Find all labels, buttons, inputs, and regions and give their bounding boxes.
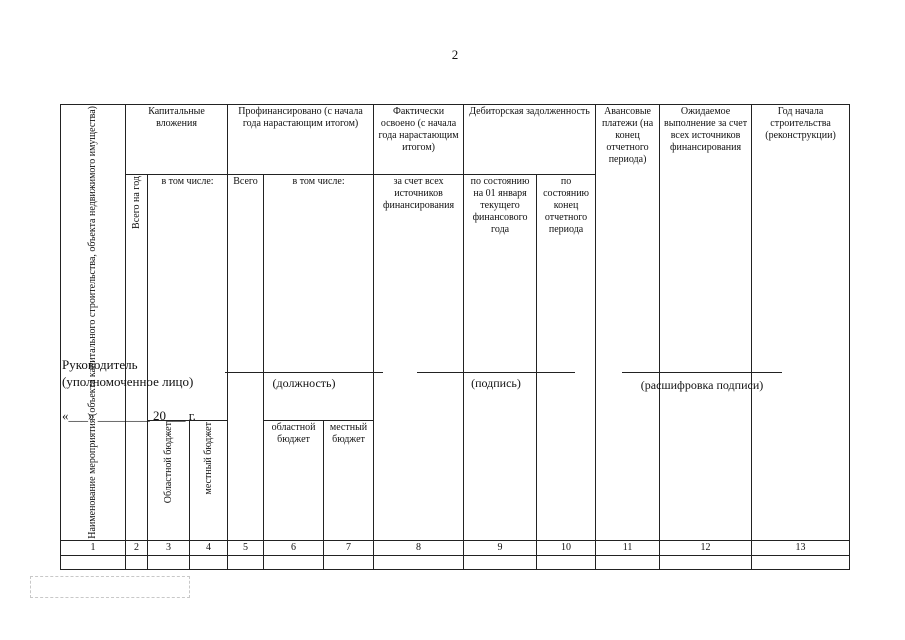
table-cell [374, 555, 464, 569]
authorized-person: (уполномоченное лицо) [62, 374, 194, 389]
header-start-year: Год начала строительства (реконструкции) [752, 105, 850, 541]
column-number: 13 [752, 540, 850, 555]
column-number: 7 [324, 540, 374, 555]
sign-line [417, 372, 575, 373]
head-title: Руководитель [62, 357, 138, 372]
column-number: 10 [537, 540, 596, 555]
column-number: 5 [228, 540, 264, 555]
header-debt-end: по состоянию конец отчетного периода [537, 175, 596, 541]
header-object-name: Наименование мероприятия (объекта капитального строительства, объекта недвижимого имущества) [61, 105, 126, 541]
header-actual-sources: за счет всех источников финансирования [374, 175, 464, 541]
table-cell [324, 555, 374, 569]
table-cell [126, 555, 148, 569]
decode-caption: (расшифровка подписи) [640, 378, 764, 392]
header-fin-including: в том числе: [264, 175, 374, 421]
column-number: 8 [374, 540, 464, 555]
header-cap-regional: Областной бюджет [148, 420, 190, 540]
table-cell [464, 555, 537, 569]
table-cell [61, 555, 126, 569]
column-number: 4 [190, 540, 228, 555]
header-financed: Профинансировано (с начала года нарастающим итогом) [228, 105, 374, 175]
header-cap-local: местный бюджет [190, 420, 228, 540]
header-receivables: Дебиторская задолженность [464, 105, 596, 175]
header-expected: Ожидаемое выполнение за счет всех источников финансирования [660, 105, 752, 541]
header-fin-total: Всего [228, 175, 264, 541]
header-fin-regional: областной бюджет [264, 420, 324, 540]
report-table [60, 104, 850, 570]
column-number: 11 [596, 540, 660, 555]
position-caption: (должность) [272, 376, 336, 390]
header-actual: Фактически освоено (с начала года нарастающим итогом) [374, 105, 464, 175]
page-number: 2 [451, 47, 459, 62]
table-cell [596, 555, 660, 569]
header-debt-january: по состоянию на 01 января текущего финансового года [464, 175, 537, 541]
date-field: «___» ________ 20___ г. [62, 408, 196, 423]
header-cap-total: Всего на год [126, 175, 148, 541]
table-cell [660, 555, 752, 569]
column-number: 9 [464, 540, 537, 555]
column-number: 1 [61, 540, 126, 555]
table-cell [148, 555, 190, 569]
header-capital-investments: Капитальные вложения [126, 105, 228, 175]
table-cell [190, 555, 228, 569]
column-number: 6 [264, 540, 324, 555]
column-number: 2 [126, 540, 148, 555]
header-advance-payments: Авансовые платежи (на конец отчетного периода) [596, 105, 660, 541]
table-cell [537, 555, 596, 569]
column-number: 3 [148, 540, 190, 555]
table-row [61, 555, 850, 569]
sign-caption: (подпись) [471, 376, 521, 390]
table-cell [752, 555, 850, 569]
column-number: 12 [660, 540, 752, 555]
header-fin-local: местный бюджет [324, 420, 374, 540]
position-line [225, 372, 383, 373]
table-cell [228, 555, 264, 569]
faded-stamp [30, 576, 190, 598]
column-numbers-row [61, 540, 850, 555]
header-cap-including: в том числе: [148, 175, 228, 421]
table-cell [264, 555, 324, 569]
decode-line [622, 372, 782, 373]
